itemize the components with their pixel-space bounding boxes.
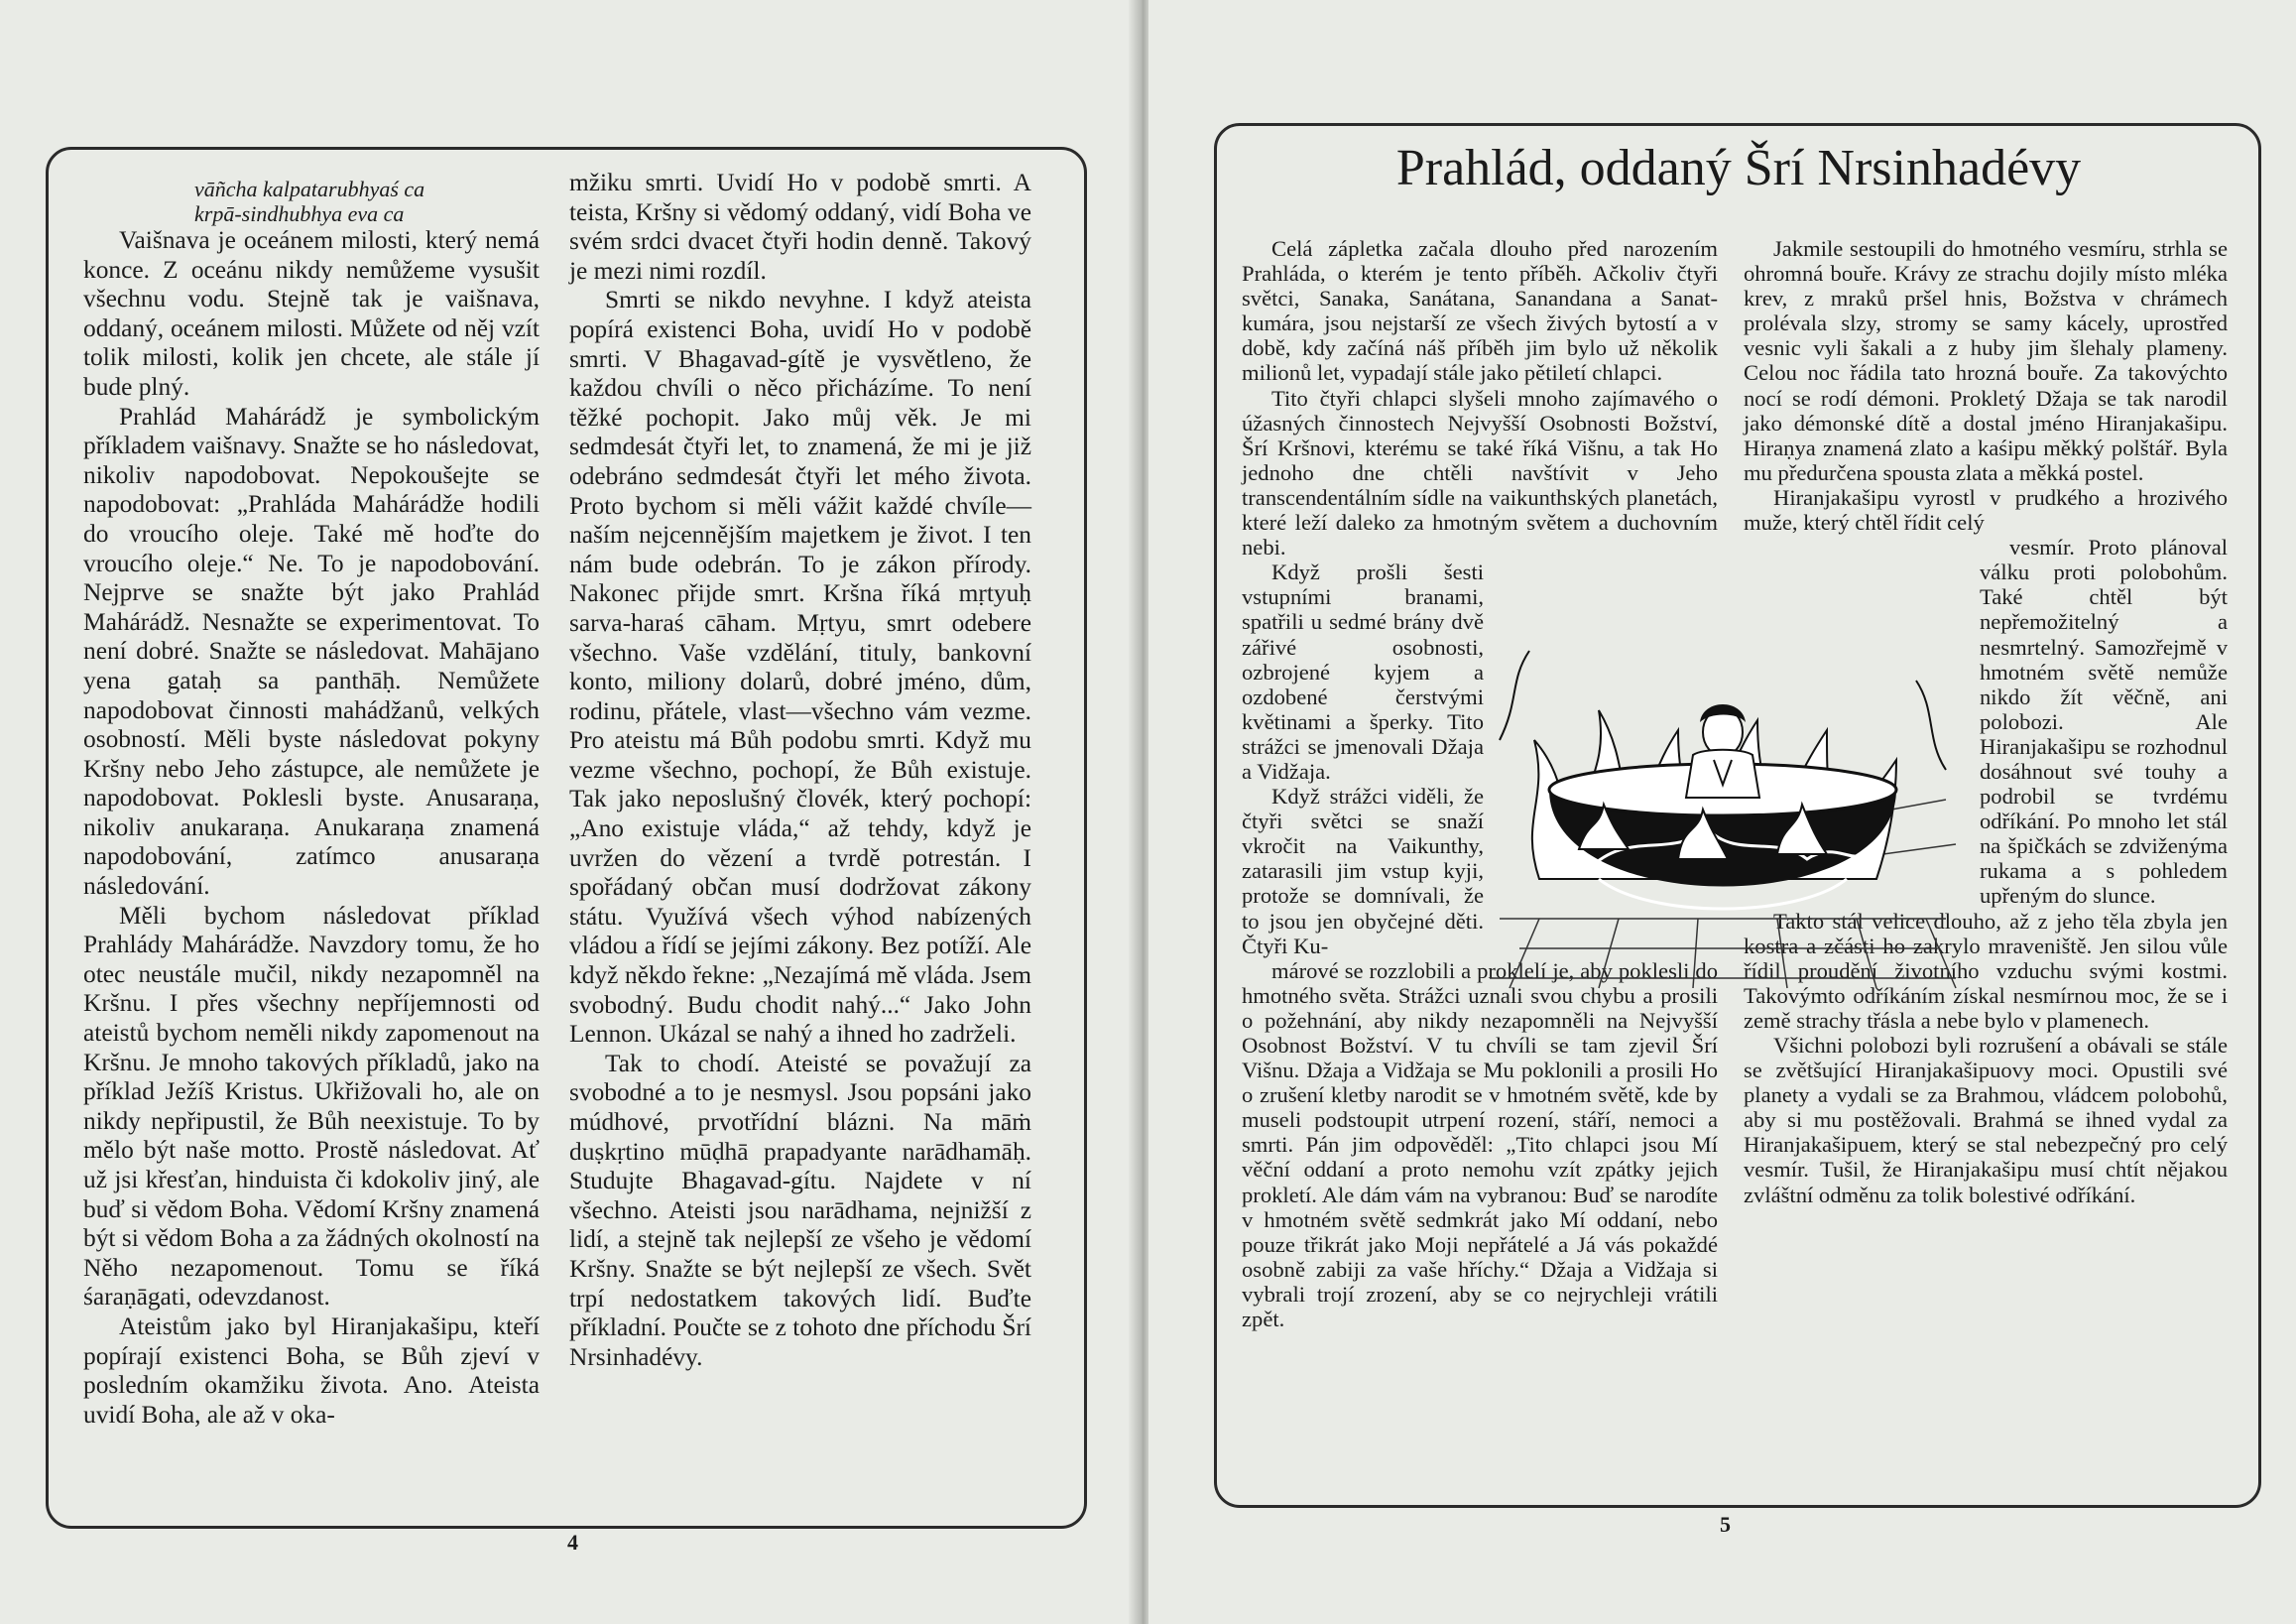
paragraph: Prahlád Mahárádž je symbolickým příkladem vaišnavy. Snažte se ho následovat, nikoliv napodobovat. Nepokoušejte se napodobovat: „Prahláda Mahárádže hodili do vroucího oleje. Také mě hoďte do vroucího oleje.“ Ne. To je napodobování. Nejprve se snažte být jako Prahlád Mahárádž. Nesnažte se experimentovat. To není dobré. Snažte se následovat. Mahājano yena gataḥ sa panthāḥ. Nemůžete napodobovat činnosti mahádžanů, velkých osobností. Měli byste následovat pokyny Kršny nebo Jeho zástupce, ale nemůžete je napodobovat. Poklesli byste. Anusaraṇa, nikoliv anukaraṇa. Anukaraṇa znamená napodobování, zatímco anusaraṇa následování. xyxy=(83,402,540,901)
paragraph: Jakmile sestoupili do hmotného vesmíru, strhla se ohromná bouře. Krávy ze strachu dojily místo mléka krev, z mraků pršel hnis, Božstva v chrámech prolévala slzy, stromy se samy kácely, uprostřed vesnic vyli šakali a z huby jim šlehaly plameny. Celou noc řádila tato hrozná bouře. Za takovýchto nocí se rodí démoni. Prokletý Džaja se tak narodil jako démonské dítě a dostal jméno Hiranjakašipu. Hiraṇya znamená zlato a kaśipu měkký polštář. Byla mu předurčena spousta zlata a měkká postel. xyxy=(1744,236,2228,485)
paragraph: Celá zápletka začala dlouho před narozením Prahláda, o kterém je tento příběh. Ačkoliv čtyři světci, Sanaka, Sanátana, Sanandana a Sanat-kumára, jsou nejstarší ze všech živých bytostí a v době, kdy začíná náš příběh jim bylo už několik milionů let, vypadají stále jako pětiletí chlapci. xyxy=(1242,236,1718,386)
paragraph: Tak to chodí. Ateisté se považují za svobodné a to je nesmysl. Jsou popsáni jako múdhové, prvotřídní blázni. Na māṁ duṣkṛtino mūḍhā prapadyante narādhamāḥ. Studujte Bhagavad-gítu. Najdete v ní všechno. Ateisti jsou narādhama, nejnižší z lidí, a stejně tak nejlepší ze všeho je vědomí Kršny. Snažte se být nejlepší ze všech. Svět trpí nedostatkem takových lidí. Buďte příkladní. Poučte se z tohoto dne příchodu Šrí Nrsinhadévy. xyxy=(569,1049,1031,1371)
left-page xyxy=(0,0,1137,1624)
article-title: Prahlád, oddaný Šrí Nrsinhadévy xyxy=(1395,140,2082,196)
left-column-1 xyxy=(83,177,540,1430)
paragraph: Hiranjakašipu vyrostl v prudkého a hrozivého muže, který chtěl řídit celý xyxy=(1744,484,2228,536)
narrow-text-block xyxy=(1980,535,2228,908)
paragraph: Vaišnava je oceánem milosti, který nemá konce. Z oceánu nikdy nemůžeme vysušit všechnu vodu. Stejně tak je vaišnava, oddaný, oceánem milosti. Můžete od něj vzít tolik milosti, kolik jen chcete, ale stále jí bude plný. xyxy=(83,226,540,401)
narrow-text-block xyxy=(1242,560,1484,958)
paragraph: Měli bychom následovat příklad Prahlády Mahárádže. Navzdory tomu, že ho otec neustále mučil, nikdy nezapomněl na Kršnu. I přes všechny nepříjemnosti od ateistů bychom neměli nikdy zapomenout na Kršnu. Je mnoho takových příkladů, jako na příklad Ježíš Kristus. Ukřižovali ho, ale on nikdy nepřipustil, že Bůh neexistuje. To by mělo být naše motto. Prostě následovat. Ať už jsi křesťan, hinduista či kdokoliv jiný, ale buď si vědom Boha. Vědomí Kršny znamená být si vědom Boha a za žádných okolností na Něho nezapomenout. Tomu se říká śaraṇāgati, odevzdanost. xyxy=(83,901,540,1312)
paragraph: mžiku smrti. Uvidí Ho v podobě smrti. A teista, Kršny si vědomý oddaný, vidí Boha ve svém srdci dvacet čtyři hodin denně. Takový je mezi nimi rozdíl. xyxy=(569,169,1031,285)
paragraph: Ateistům jako byl Hiranjakašipu, kteří popírají existenci Boha, se Bůh zjeví v posledním okamžiku života. Ano. Ateista uvidí Boha, ale až v oka- xyxy=(83,1312,540,1429)
page-number: 5 xyxy=(1720,1512,1731,1537)
paragraph: Tito čtyři chlapci slyšeli mnoho zajímavého o úžasných činnostech Nejvyšší Osobnosti Božství, Šrí Kršnovi, kterému se také říká Višnu, a tak Ho jednoho dne chtěli navštívit v Jeho transcendentálním sídle na vaikunthských planetách, které leží daleko za hmotným světem a duchovním nebi. xyxy=(1242,385,1718,561)
paragraph: Takto stál velice dlouho, až z jeho těla zbyla jen kostra a zčásti ho zakrylo mraveniště. Jen silou vůle řídil proudění životního vzduchu svými kostmi. Takovýmto odříkáním získal nesmírnou moc, že se i země strachy třásla a nebe bylo v plamenech. xyxy=(1744,908,2228,1033)
verse-line: vāñcha kalpatarubhyaś ca xyxy=(194,177,425,201)
right-page xyxy=(1148,0,2296,1624)
paragraph: Všichni polobozi byli rozrušení a obávali se stále se zvětšující Hiranjakašipuovy moci. Opustili své planety a vydali se za Brahmou, vládcem polobohů, aby si mu postěžovali. Brahmá se ihned vydal za Hiranjakašipuem, který se stal nebezpečný pro celý vesmír. Tušil, že Hiranjakašipu musí chtít nějakou zvláštní odměnu za tolik bolestivé odříkání. xyxy=(1744,1033,2228,1207)
paragraph: márové se rozzlobili a proklelí je, aby poklesli do hmotného světa. Strážci uznali svou chybu a prosili o požehnání, aby nikdy nezapomněli na Nejvyšší Osobnost Božství. V tu chvíli se tam zjevil Šrí Višnu. Džaja a Vidžaja se Mu poklonili a prosili Ho o zrušení kletby narodit se v hmotném světě, kde by museli podstoupit utrpení rození, stáří, nemoci a smrti. Pán jim odpověděl: „Tito chlapci jsou Mí věční oddaní a proto nemohu vzít zpátky jejich prokletí. Ale dám vám na vybranou: Buď se narodíte v hmotném světě sedmkrát jako Mí oddaní, nebo pouze třikrát jako Moji nepřátelé a Já vás pokaždé osobně zabiji za vaše hříchy.“ Džaja a Vidžaja si vybrali trojí zrození, aby se co nejrychleji vrátili zpět. xyxy=(1242,957,1718,1332)
verse-line: krpā-sindhubhya eva ca xyxy=(194,201,405,226)
left-column-2 xyxy=(569,169,1031,1372)
prahlada-in-boiling-oil-illustration xyxy=(1480,621,1966,994)
paragraph: Když prošli šesti vstupními branami, spatřili u sedmé brány dvě zářivé osobnosti, ozbrojené kyjem a ozdobené čerstvými květinami a šperky. Tito strážci se jmenovali Džaja a Vidžaja. xyxy=(1242,560,1484,784)
paragraph: Smrti se nikdo nevyhne. I když ateista popírá existenci Boha, uvidí Ho v podobě smrti. V Bhagavad-gítě je vysvětleno, že každou chvíli o něco přicházíme. To není těžké pochopit. Jako můj věk. Je mi sedmdesát čtyři let, to znamená, že mi je již odebráno sedmdesát čtyři let mého života. Proto bychom si měli vážit každé chvíle—naším nejcennějším majetkem je život. I ten nám bude odebrán. To je zákon přírody. Nakonec přijde smrt. Kršna říká mṛtyuḥ sarva-haraś cāham. Mṛtyu, smrt odebere všechno. Vaše vzdělání, tituly, bankovní konto, miliony dolarů, dobré jméno, dům, rodinu, přátele, vlast—všechno vám vezme. Pro ateistu má Bůh podobu smrti. Když mu vezme všechno, pochopí, že Bůh existuje. Tak jako neposlušný človék, který pochopí: „Ano existuje vláda,“ až tehdy, když je uvržen do vězení a tvrdě potrestán. I spořádaný občan musí dodržovat zákony státu. Využívá všech výhod nabízených vládou a řídí se jejími zákony. Bez potíží. Ale když někdo řekne: „Nezajímá mě vláda. Jsem svobodný. Budu chodit nahý...“ Jako John Lennon. Ukázal se nahý a ihned ho zadrželi. xyxy=(569,286,1031,1049)
paragraph: vesmír. Proto plánoval válku proti polobohům. Také chtěl být nepřemožitelný a nesmrtelný. Samozřejmě v hmotném světě nemůže nikdo žít věčně, ani polobozi. Ale Hiranjakašipu se rozhodnul dosáhnout své touhy a podrobil se tvrdému odříkání. Po mnoho let stál na špičkách se zdviženýma rukama a s pohledem upřeným do slunce. xyxy=(1980,535,2228,909)
page-number: 4 xyxy=(567,1530,578,1555)
paragraph: Když strážci viděli, že čtyři světci se snaží vkročit na Vaikunthy, zatarasili jim vstup kyji, protože se domnívali, že to jsou jen obyčejné děti. Čtyři Ku- xyxy=(1242,784,1484,958)
